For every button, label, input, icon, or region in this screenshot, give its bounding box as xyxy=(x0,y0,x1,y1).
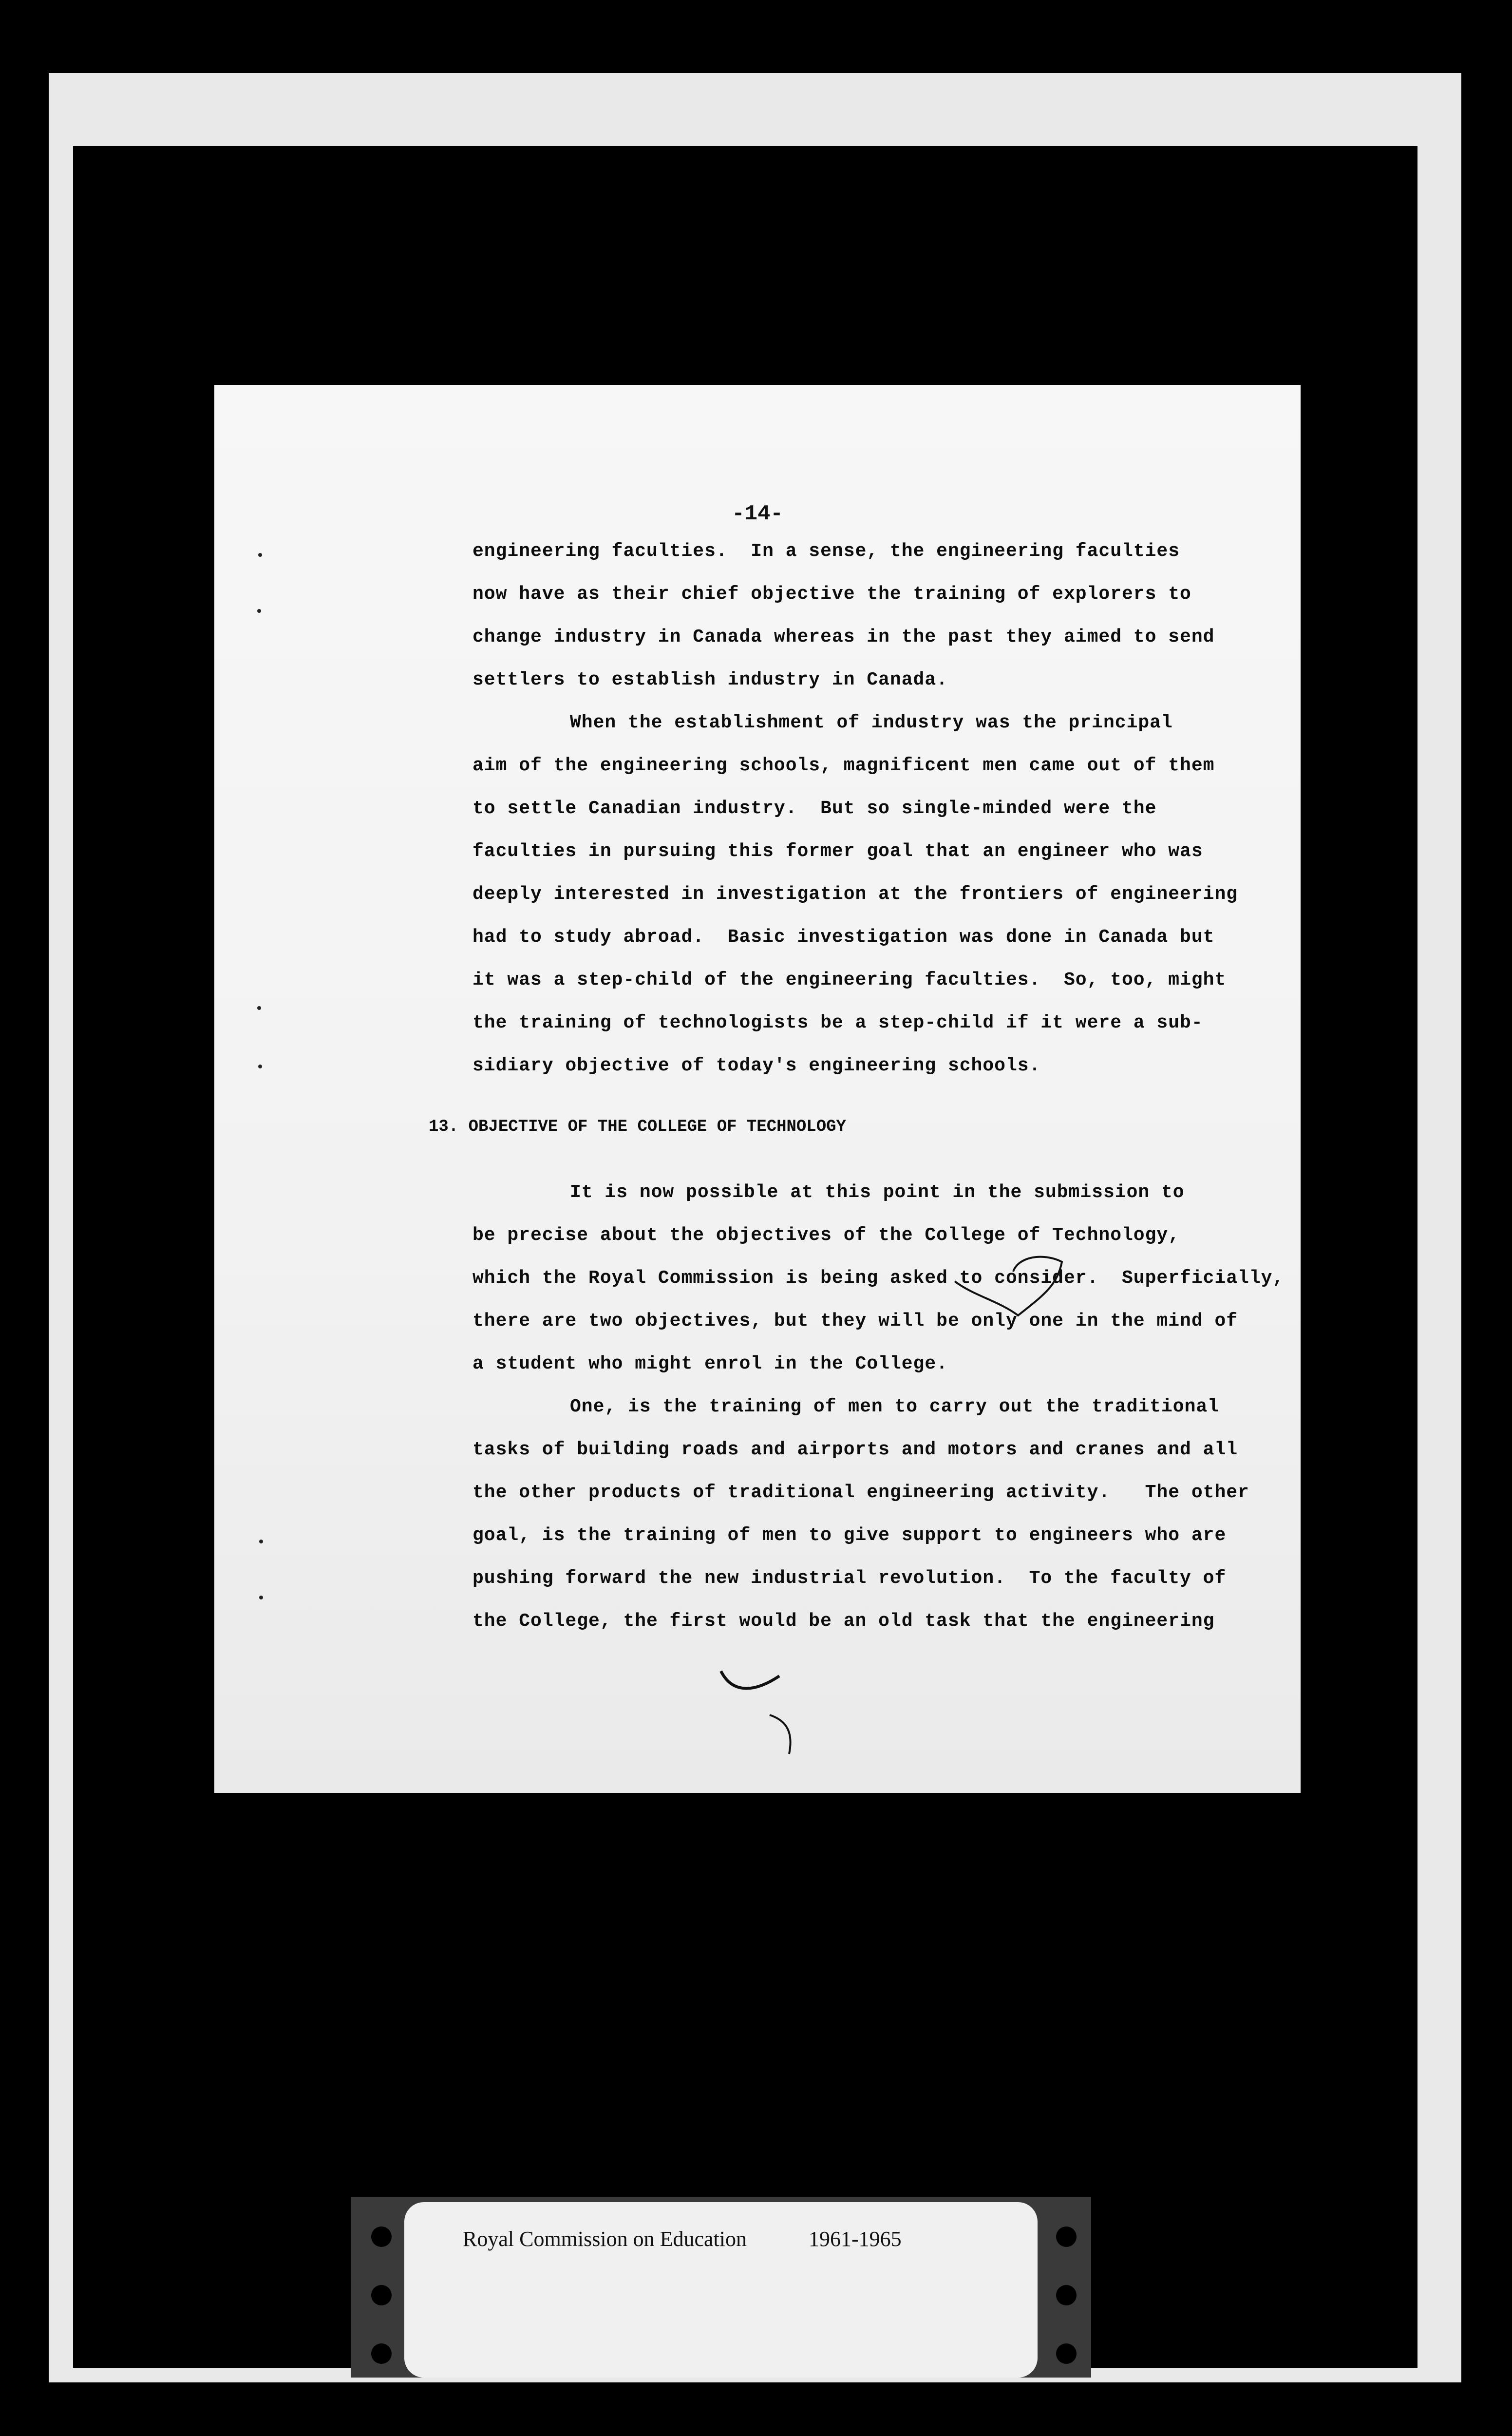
body-line: aim of the engineering schools, magnificent men came out of them xyxy=(472,755,1215,776)
page-number: -14- xyxy=(732,502,783,526)
dust-speck xyxy=(259,1596,263,1599)
film-hole xyxy=(1056,2343,1077,2364)
collection-years: 1961-1965 xyxy=(809,2227,902,2251)
film-hole xyxy=(1056,2285,1077,2305)
dust-speck xyxy=(258,1065,262,1068)
body-line: One, is the training of men to carry out the traditional xyxy=(570,1396,1220,1417)
body-line: sidiary objective of today's engineering schools. xyxy=(472,1055,1041,1076)
film-hole xyxy=(371,2227,392,2247)
pen-mark-superficially xyxy=(945,1247,1091,1325)
dust-speck xyxy=(257,609,261,613)
body-line: pushing forward the new industrial revolution. To the faculty of xyxy=(472,1568,1227,1589)
film-hole xyxy=(1056,2227,1077,2247)
body-line: had to study abroad. Basic investigation was done in Canada but xyxy=(472,927,1215,948)
body-line: now have as their chief objective the training of explorers to xyxy=(472,584,1191,605)
film-hole xyxy=(371,2285,392,2305)
dust-speck xyxy=(257,1006,261,1010)
body-line: a student who might enrol in the College. xyxy=(472,1353,948,1374)
body-line: It is now possible at this point in the submission to xyxy=(570,1182,1185,1203)
archive-label xyxy=(404,2202,1038,2378)
body-line: goal, is the training of men to give support to engineers who are xyxy=(472,1525,1227,1546)
dust-speck xyxy=(259,1540,263,1543)
collection-name: Royal Commission on Education xyxy=(463,2227,747,2251)
archive-label-strip xyxy=(351,2197,1091,2378)
body-line: which the Royal Commission is being asked to consider. Superficially, xyxy=(472,1268,1285,1289)
body-line: tasks of building roads and airports and motors and cranes and all xyxy=(472,1439,1238,1460)
body-line: the training of technologists be a step-child if it were a sub- xyxy=(472,1012,1203,1033)
body-line: be precise about the objectives of the College of Technology, xyxy=(472,1225,1180,1246)
body-line: the College, the first would be an old task that the engineering xyxy=(472,1611,1215,1632)
body-line: to settle Canadian industry. But so single-minded were the xyxy=(472,798,1157,819)
pen-mark xyxy=(711,1661,828,1759)
section-heading: 13. OBJECTIVE OF THE COLLEGE OF TECHNOLOGY xyxy=(429,1118,846,1136)
body-line: it was a step-child of the engineering faculties. So, too, might xyxy=(472,970,1227,990)
body-line: change industry in Canada whereas in the past they aimed to send xyxy=(472,627,1215,647)
body-line: there are two objectives, but they will be only one in the mind of xyxy=(472,1311,1238,1332)
body-line: deeply interested in investigation at the frontiers of engineering xyxy=(472,884,1238,905)
dust-speck xyxy=(258,553,262,557)
body-line: engineering faculties. In a sense, the engineering faculties xyxy=(472,541,1180,562)
document-page xyxy=(214,385,1301,1793)
body-line: the other products of traditional engineering activity. The other xyxy=(472,1482,1249,1503)
body-line: settlers to establish industry in Canada. xyxy=(472,669,948,690)
body-line: When the establishment of industry was the principal xyxy=(570,712,1173,733)
body-line: faculties in pursuing this former goal that an engineer who was xyxy=(472,841,1203,862)
film-hole xyxy=(371,2343,392,2364)
